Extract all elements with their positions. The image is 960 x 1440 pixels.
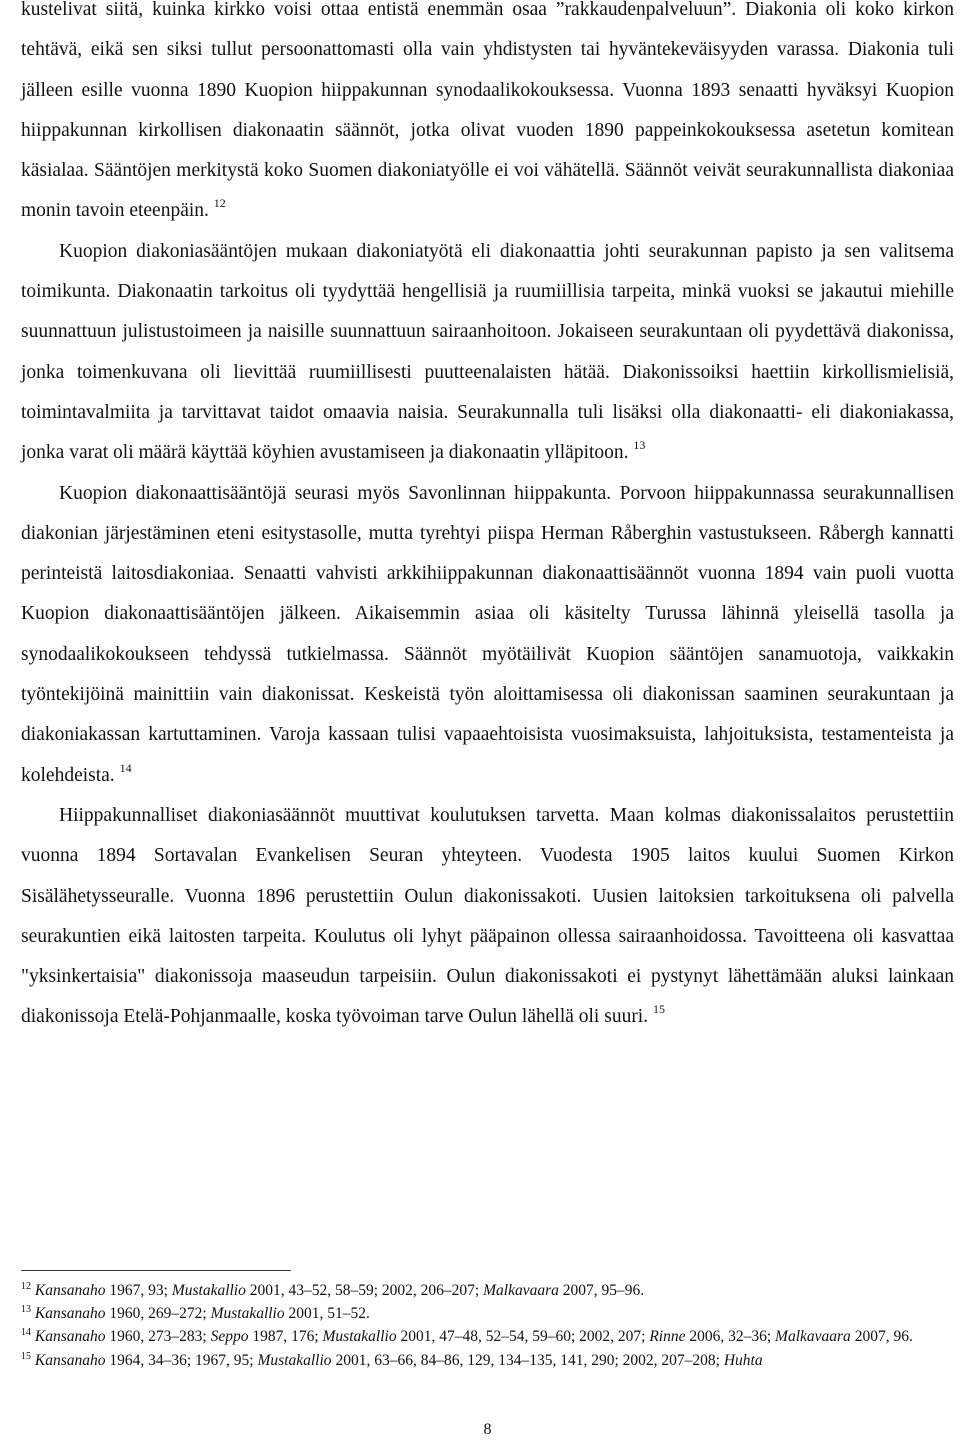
citation-author: Kansanaho — [34, 1328, 106, 1346]
citation-author: Mustakallio — [322, 1328, 397, 1346]
footnote-number: 14 — [21, 1327, 31, 1339]
footnote — [21, 1325, 954, 1348]
footnote — [21, 1279, 954, 1302]
footnote-reference[interactable]: 13 — [633, 438, 646, 453]
footnotes — [21, 1279, 954, 1372]
citation-text: 1960, 273–283; — [105, 1328, 211, 1346]
footnote-separator — [21, 1270, 291, 1271]
citation-text: 1960, 269–272; — [105, 1305, 211, 1323]
paragraph — [21, 474, 954, 796]
citation-text: 1987, 176; — [248, 1328, 323, 1346]
citation-author: Malkavaara — [483, 1282, 559, 1299]
body-text — [21, 0, 954, 1038]
citation-text: 2001, 51–52. — [284, 1305, 370, 1323]
paragraph-text: kustelivat siitä, kuinka kirkko voisi ottaa entistä enemmän osaa ”rakkaudenpalveluun”. Diakonia oli koko kirkon tehtävä, eikä sen siksi tullut persoonattomasti olla vain yhdistysten tai hyväntekeväisyyden varassa. Diakonia tuli jälleen esille vuonna 1890 Kuopion hiippakunnan synodaalikokouksessa. Vuonna 1893 senaatti hyväksyi Kuopion hiippakunnan kirkollisen diakonaatin säännöt, jotka olivat vuoden 1890 pappeinkokouksessa asetetun komitean käsialaa. Sääntöjen merkitystä koko Suomen diakoniatyölle ei voi vähätellä. Säännöt veivät seurakunnallista diakoniaa monin tavoin eteenpäin. — [21, 0, 954, 222]
footnote — [21, 1349, 954, 1372]
citation-author: Mustakallio — [257, 1351, 332, 1369]
paragraph-text: Kuopion diakoniasääntöjen mukaan diakoniatyötä eli diakonaattia johti seurakunnan papisto ja sen valitsema toimikunta. Diakonaatin tarkoitus oli tyydyttää hengellisiä ja ruumiillisia tarpeita, minkä vuoksi se jakautui miehille suunnattuun julistustoimeen ja naisille suunnattuun sairaanhoitoon. Jokaiseen seurakuntaan oli pyydettävä diakonissa, jonka toimenkuvana oli lievittää ruumiillisesti puutteenalaisten hätää. Diakonissoiksi haettiin kirkollismielisiä, toimintavalmiita ja tarvittavat taidot omaavia naisia. Seurakunnalla tuli lisäksi olla diakonaatti- eli diakoniakassa, jonka varat oli määrä käyttää köyhien avustamiseen ja diakonaatin ylläpitoon. — [21, 240, 954, 464]
citation-author: Huhta — [723, 1351, 763, 1369]
citation-text: 1967, 93; — [105, 1282, 172, 1299]
citation-author: Malkavaara — [775, 1328, 851, 1346]
citation-author: Mustakallio — [171, 1282, 246, 1299]
page-number: 8 — [483, 1421, 492, 1438]
paragraph — [21, 232, 954, 474]
citation-text: 2006, 32–36; — [685, 1328, 776, 1346]
footnote-reference[interactable]: 15 — [652, 1002, 665, 1017]
citation-author: Kansanaho — [34, 1305, 106, 1323]
citation-text: 2007, 96. — [850, 1328, 913, 1346]
citation-author: Rinne — [649, 1328, 686, 1346]
document-page — [21, 0, 954, 1440]
paragraph-text: Hiippakunnalliset diakoniasäännöt muuttivat koulutuksen tarvetta. Maan kolmas diakonissalaitos perustettiin vuonna 1894 Sortavalan Evankelisen Seuran yhteyteen. Vuodesta 1905 laitos kuului Suomen Kirkon Sisälähetysseuralle. Vuonna 1896 perustettiin Oulun diakonissakoti. Uusien laitoksien tarkoituksena oli palvella seurakuntien eikä laitosten tarpeita. Koulutus oli lyhyt pääpainon ollessa sairaanhoidossa. Tavoitteena oli kasvattaa "yksinkertaisia" diakonissoja maaseudun tarpeisiin. Oulun diakonissakoti ei pystynyt lähettämään aluksi lainkaan diakonissoja Etelä-Pohjanmaalle, koska työvoiman tarve Oulun lähellä oli suuri. — [21, 804, 954, 1028]
citation-text: 2001, 63–66, 84–86, 129, 134–135, 141, 290; 2002, 207–208; — [331, 1351, 724, 1369]
paragraph — [21, 0, 954, 232]
paragraph — [21, 796, 954, 1038]
footnote — [21, 1302, 954, 1325]
paragraph-text: Kuopion diakonaattisääntöjä seurasi myös Savonlinnan hiippakunta. Porvoon hiippakunnassa seurakunnallisen diakonian järjestäminen eteni esitystasolle, mutta tyrehtyi piispa Herman Råberghin vastustukseen. Råbergh kannatti perinteistä laitosdiakoniaa. Senaatti vahvisti arkkihiippakunnan diakonaattisäännöt vuonna 1894 vain puoli vuotta Kuopion diakonaattisääntöjen jälkeen. Aikaisemmin asiaa oli käsitelty Turussa lähinnä yleisellä tasolla ja synodaalikokoukseen tehdyssä tutkielmassa. Säännöt myötäilivät Kuopion sääntöjen sanamuotoja, vaikkakin työntekijöinä mainittiin vain diakonissat. Keskeistä työn aloittamisessa oli diakonissan saaminen seurakuntaan ja diakoniakassan kartuttaminen. Varoja kassaan tulisi vapaaehtoisista vuosimaksuista, lahjoituksista, testamenteista ja kolehdeista. — [21, 482, 954, 786]
citation-text: 2001, 47–48, 52–54, 59–60; 2002, 207; — [396, 1328, 650, 1346]
citation-text: 2001, 43–52, 58–59; 2002, 206–207; — [245, 1282, 484, 1299]
footnote-number: 15 — [21, 1350, 31, 1362]
citation-text: 1964, 34–36; 1967, 95; — [105, 1351, 258, 1369]
citation-author: Kansanaho — [34, 1351, 106, 1369]
footnote-number: 13 — [21, 1304, 31, 1316]
citation-author: Seppo — [210, 1328, 249, 1346]
citation-author: Kansanaho — [34, 1282, 106, 1299]
citation-text: 2007, 95–96. — [558, 1282, 645, 1299]
footnote-reference[interactable]: 14 — [119, 760, 132, 775]
footnote-reference[interactable]: 12 — [213, 196, 226, 211]
citation-author: Mustakallio — [210, 1305, 285, 1323]
footnote-number: 12 — [21, 1281, 31, 1292]
